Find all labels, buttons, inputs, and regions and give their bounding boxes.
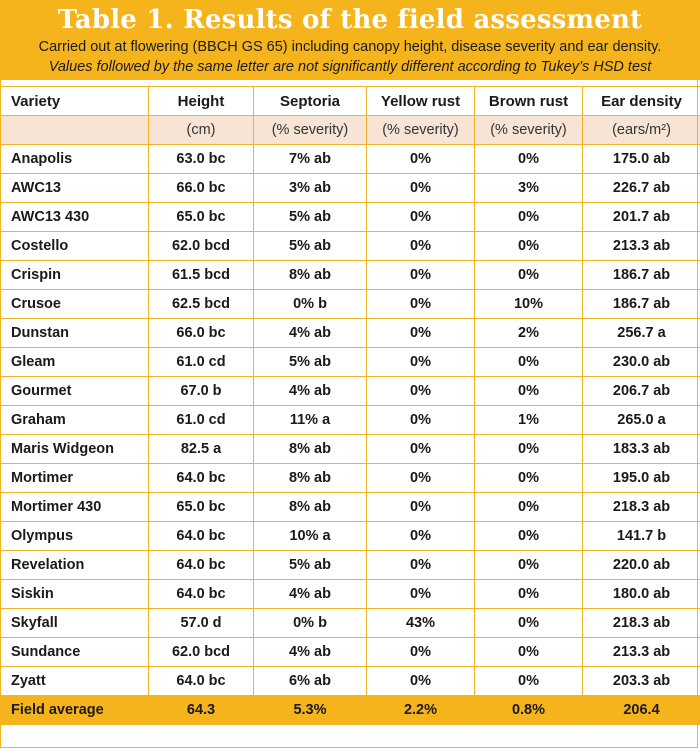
value-cell: 218.3 ab (583, 493, 700, 522)
value-cell: 0% (475, 522, 583, 551)
average-cell: 5.3% (254, 696, 367, 725)
value-cell: 0% (475, 435, 583, 464)
value-cell: 62.5 bcd (149, 290, 254, 319)
value-cell: 0% (367, 348, 475, 377)
value-cell: 8% ab (254, 261, 367, 290)
value-cell: 141.7 b (583, 522, 700, 551)
value-cell: 206.7 ab (583, 377, 700, 406)
value-cell: 213.3 ab (583, 232, 700, 261)
value-cell: 5% ab (254, 203, 367, 232)
value-cell: 62.0 bcd (149, 232, 254, 261)
value-cell: 0% (367, 638, 475, 667)
value-cell: 11% a (254, 406, 367, 435)
value-cell: 0% (475, 493, 583, 522)
value-cell: 43% (367, 609, 475, 638)
unit-cell: (% severity) (367, 116, 475, 145)
value-cell: 0% (475, 377, 583, 406)
value-cell: 0% (367, 232, 475, 261)
value-cell: 0% (475, 551, 583, 580)
value-cell: 0% (367, 290, 475, 319)
variety-cell: Zyatt (1, 667, 149, 696)
variety-cell: Gourmet (1, 377, 149, 406)
variety-cell: Skyfall (1, 609, 149, 638)
value-cell: 0% (367, 551, 475, 580)
value-cell: 0% (475, 232, 583, 261)
value-cell: 180.0 ab (583, 580, 700, 609)
value-cell: 3% (475, 174, 583, 203)
value-cell: 66.0 bc (149, 319, 254, 348)
value-cell: 0% (475, 145, 583, 174)
value-cell: 6% ab (254, 667, 367, 696)
value-cell: 0% (367, 667, 475, 696)
average-cell: 0.8% (475, 696, 583, 725)
value-cell: 4% ab (254, 377, 367, 406)
value-cell: 5% ab (254, 232, 367, 261)
value-cell: 65.0 bc (149, 493, 254, 522)
value-cell: 64.0 bc (149, 522, 254, 551)
column-header: Height (149, 87, 254, 116)
unit-cell: (% severity) (254, 116, 367, 145)
value-cell: 213.3 ab (583, 638, 700, 667)
value-cell: 220.0 ab (583, 551, 700, 580)
unit-cell: (cm) (149, 116, 254, 145)
value-cell: 62.0 bcd (149, 638, 254, 667)
value-cell: 256.7 a (583, 319, 700, 348)
variety-cell: Crusoe (1, 290, 149, 319)
value-cell: 186.7 ab (583, 290, 700, 319)
variety-cell: Sundance (1, 638, 149, 667)
variety-cell: Revelation (1, 551, 149, 580)
value-cell: 175.0 ab (583, 145, 700, 174)
value-cell: 8% ab (254, 435, 367, 464)
value-cell: 0% (367, 203, 475, 232)
table-subtitle: Carried out at flowering (BBCH GS 65) including canopy height, disease severity and ear density. (38, 39, 662, 55)
value-cell: 0% (367, 435, 475, 464)
value-cell: 0% b (254, 609, 367, 638)
value-cell: 64.0 bc (149, 464, 254, 493)
value-cell: 0% (367, 464, 475, 493)
value-cell: 4% ab (254, 580, 367, 609)
table-note: Values followed by the same letter are not significantly different according to Tukey’s HSD test (48, 59, 652, 75)
column-header: Brown rust (475, 87, 583, 116)
value-cell: 10% (475, 290, 583, 319)
value-cell: 7% ab (254, 145, 367, 174)
value-cell: 0% (475, 464, 583, 493)
variety-cell: Costello (1, 232, 149, 261)
value-cell: 4% ab (254, 638, 367, 667)
value-cell: 4% ab (254, 319, 367, 348)
column-header: Septoria (254, 87, 367, 116)
value-cell: 0% (367, 522, 475, 551)
value-cell: 230.0 ab (583, 348, 700, 377)
variety-cell: Dunstan (1, 319, 149, 348)
value-cell: 5% ab (254, 551, 367, 580)
average-cell: 2.2% (367, 696, 475, 725)
value-cell: 64.0 bc (149, 580, 254, 609)
value-cell: 8% ab (254, 464, 367, 493)
value-cell: 2% (475, 319, 583, 348)
variety-cell: Maris Widgeon (1, 435, 149, 464)
variety-cell: Mortimer (1, 464, 149, 493)
value-cell: 61.0 cd (149, 348, 254, 377)
value-cell: 203.3 ab (583, 667, 700, 696)
value-cell: 65.0 bc (149, 203, 254, 232)
value-cell: 82.5 a (149, 435, 254, 464)
variety-cell: AWC13 (1, 174, 149, 203)
column-header: Yellow rust (367, 87, 475, 116)
column-header: Ear density (583, 87, 700, 116)
value-cell: 0% (367, 580, 475, 609)
value-cell: 183.3 ab (583, 435, 700, 464)
value-cell: 1% (475, 406, 583, 435)
value-cell: 61.0 cd (149, 406, 254, 435)
value-cell: 0% (475, 203, 583, 232)
column-header: Variety (1, 87, 149, 116)
average-cell: 64.3 (149, 696, 254, 725)
value-cell: 0% (475, 580, 583, 609)
value-cell: 64.0 bc (149, 667, 254, 696)
value-cell: 0% (367, 319, 475, 348)
variety-cell: Siskin (1, 580, 149, 609)
value-cell: 8% ab (254, 493, 367, 522)
value-cell: 0% (475, 348, 583, 377)
unit-cell: (% severity) (475, 116, 583, 145)
value-cell: 61.5 bcd (149, 261, 254, 290)
variety-cell: AWC13 430 (1, 203, 149, 232)
value-cell: 0% (475, 638, 583, 667)
variety-cell: Graham (1, 406, 149, 435)
variety-cell: Crispin (1, 261, 149, 290)
value-cell: 0% (367, 145, 475, 174)
table-title: Table 1. Results of the field assessment (57, 5, 643, 35)
variety-cell: Olympus (1, 522, 149, 551)
value-cell: 64.0 bc (149, 551, 254, 580)
value-cell: 0% (475, 261, 583, 290)
unit-cell: (ears/m²) (583, 116, 700, 145)
value-cell: 0% (367, 493, 475, 522)
value-cell: 218.3 ab (583, 609, 700, 638)
value-cell: 66.0 bc (149, 174, 254, 203)
average-label: Field average (1, 696, 149, 725)
value-cell: 0% (367, 377, 475, 406)
value-cell: 265.0 a (583, 406, 700, 435)
variety-cell: Gleam (1, 348, 149, 377)
value-cell: 201.7 ab (583, 203, 700, 232)
value-cell: 0% (475, 667, 583, 696)
value-cell: 195.0 ab (583, 464, 700, 493)
value-cell: 226.7 ab (583, 174, 700, 203)
value-cell: 5% ab (254, 348, 367, 377)
value-cell: 0% (367, 406, 475, 435)
value-cell: 3% ab (254, 174, 367, 203)
average-cell: 206.4 (583, 696, 700, 725)
variety-cell: Anapolis (1, 145, 149, 174)
value-cell: 0% (475, 609, 583, 638)
value-cell: 186.7 ab (583, 261, 700, 290)
value-cell: 67.0 b (149, 377, 254, 406)
value-cell: 63.0 bc (149, 145, 254, 174)
value-cell: 0% b (254, 290, 367, 319)
variety-cell: Mortimer 430 (1, 493, 149, 522)
value-cell: 0% (367, 174, 475, 203)
value-cell: 0% (367, 261, 475, 290)
value-cell: 57.0 d (149, 609, 254, 638)
value-cell: 10% a (254, 522, 367, 551)
